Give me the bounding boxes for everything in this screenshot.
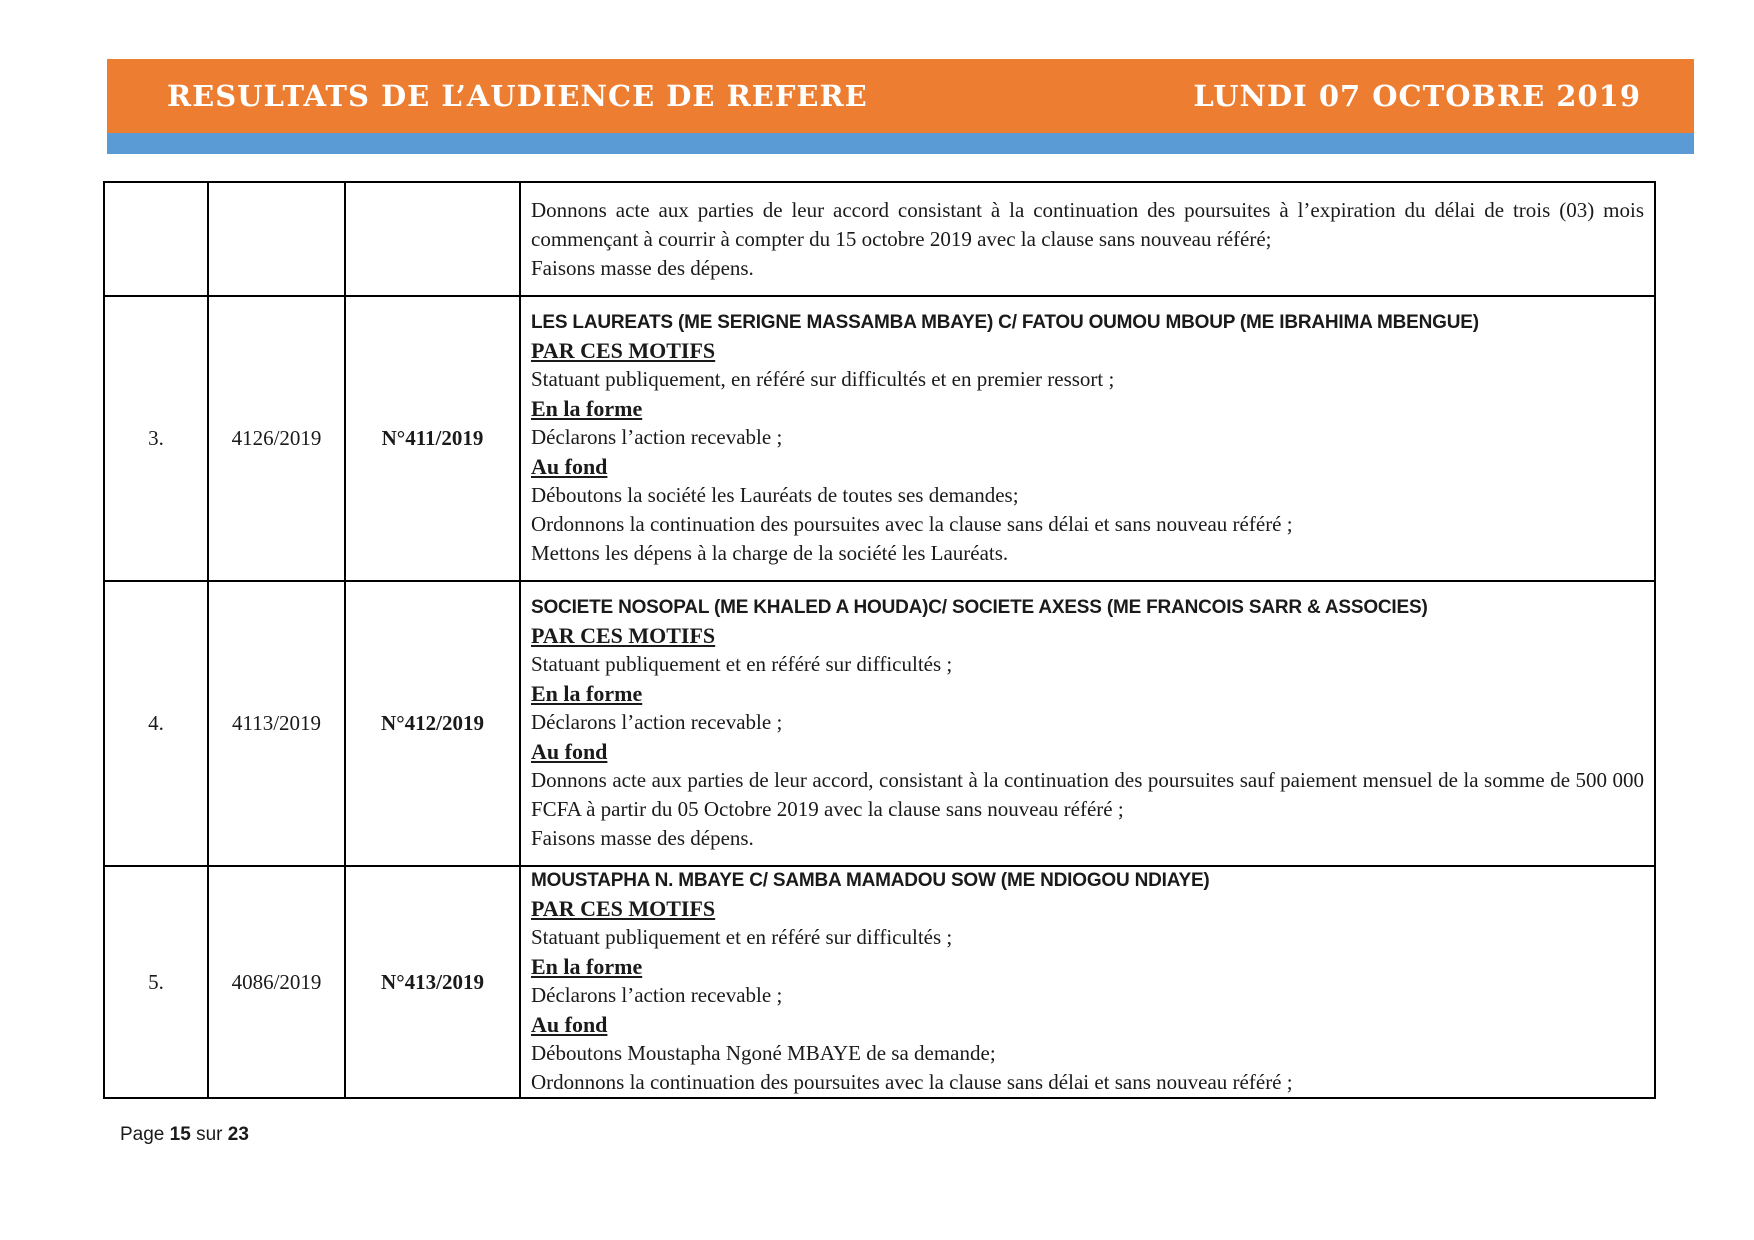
ruling-text	[520, 296, 1655, 581]
table-row	[104, 581, 1655, 866]
page-footer	[120, 1124, 249, 1146]
case-number: 4113/2019	[208, 581, 345, 866]
ruling-line: Statuant publiquement et en référé sur difficultés ;	[531, 925, 953, 949]
forme-heading: En la forme	[531, 681, 643, 706]
forme-heading: En la forme	[531, 954, 643, 979]
table-row	[104, 296, 1655, 581]
ruling-line: Donnons acte aux parties de leur accord consistant à la continuation des poursuites à l’expiration du délai de trois (03) mois commençant à courrir à compter du 15 octobre 2019 avec la clause sans nouveau référé;	[531, 197, 1644, 251]
row-number: 4.	[104, 581, 208, 866]
results-table	[103, 181, 1656, 1099]
ordinance-number: N°411/2019	[345, 296, 520, 581]
total-pages: 23	[227, 1124, 249, 1145]
fond-heading: Au fond	[531, 1012, 608, 1037]
case-number: 4126/2019	[208, 296, 345, 581]
case-parties: MOUSTAPHA N. MBAYE C/ SAMBA MAMADOU SOW (ME NDIOGOU NDIAYE)	[531, 870, 1210, 891]
ruling-text	[520, 866, 1655, 1098]
ruling-text	[520, 581, 1655, 866]
page-title: RESULTATS DE L’AUDIENCE DE REFERE	[167, 79, 868, 113]
forme-heading: En la forme	[531, 396, 643, 421]
case-parties: SOCIETE NOSOPAL (ME KHALED A HOUDA)C/ SOCIETE AXESS (ME FRANCOIS SARR & ASSOCIES)	[531, 597, 1428, 618]
ruling-line: Déclarons l’action recevable ;	[531, 983, 783, 1007]
ruling-line: Déboutons la société les Lauréats de toutes ses demandes;	[531, 483, 1019, 507]
ordinance-number	[345, 182, 520, 296]
ordinance-number: N°413/2019	[345, 866, 520, 1098]
ruling-line: Faisons masse des dépens.	[531, 826, 754, 850]
ruling-line: Ordonnons la continuation des poursuites avec la clause sans délai et sans nouveau référé ;	[531, 512, 1293, 536]
header-stripe	[107, 133, 1694, 154]
row-number	[104, 182, 208, 296]
header-banner	[107, 59, 1694, 133]
motifs-heading: PAR CES MOTIFS	[531, 338, 716, 363]
ruling-line: Déclarons l’action recevable ;	[531, 710, 783, 734]
motifs-heading: PAR CES MOTIFS	[531, 623, 716, 648]
ruling-line: Statuant publiquement, en référé sur difficultés et en premier ressort ;	[531, 367, 1115, 391]
hearing-date: LUNDI 07 OCTOBRE 2019	[1193, 79, 1641, 113]
ruling-line: Ordonnons la continuation des poursuites avec la clause sans délai et sans nouveau référé ;	[531, 1070, 1293, 1094]
ruling-line: Déclarons l’action recevable ;	[531, 425, 783, 449]
ruling-line: Faisons masse des dépens.	[531, 255, 754, 280]
page-separator: sur	[196, 1124, 223, 1145]
row-number: 3.	[104, 296, 208, 581]
ruling-text	[520, 182, 1655, 296]
case-parties: LES LAUREATS (ME SERIGNE MASSAMBA MBAYE) C/ FATOU OUMOU MBOUP (ME IBRAHIMA MBENGUE)	[531, 312, 1479, 333]
ordinance-number: N°412/2019	[345, 581, 520, 866]
ruling-line: Statuant publiquement et en référé sur difficultés ;	[531, 652, 953, 676]
table-row	[104, 182, 1655, 296]
ruling-line: Donnons acte aux parties de leur accord, consistant à la continuation des poursuites sauf paiement mensuel de la somme de 500 000 FCFA à partir du 05 Octobre 2019 avec la clause sans nouveau référé ;	[531, 768, 1644, 821]
row-number: 5.	[104, 866, 208, 1098]
ruling-line: Déboutons Moustapha Ngoné MBAYE de sa demande;	[531, 1041, 996, 1065]
ruling-line: Mettons les dépens à la charge de la société les Lauréats.	[531, 541, 1009, 565]
fond-heading: Au fond	[531, 739, 608, 764]
motifs-heading: PAR CES MOTIFS	[531, 896, 716, 921]
case-number	[208, 182, 345, 296]
fond-heading: Au fond	[531, 454, 608, 479]
page-label: Page	[120, 1124, 165, 1145]
current-page: 15	[169, 1124, 191, 1145]
case-number: 4086/2019	[208, 866, 345, 1098]
table-row	[104, 866, 1655, 1098]
